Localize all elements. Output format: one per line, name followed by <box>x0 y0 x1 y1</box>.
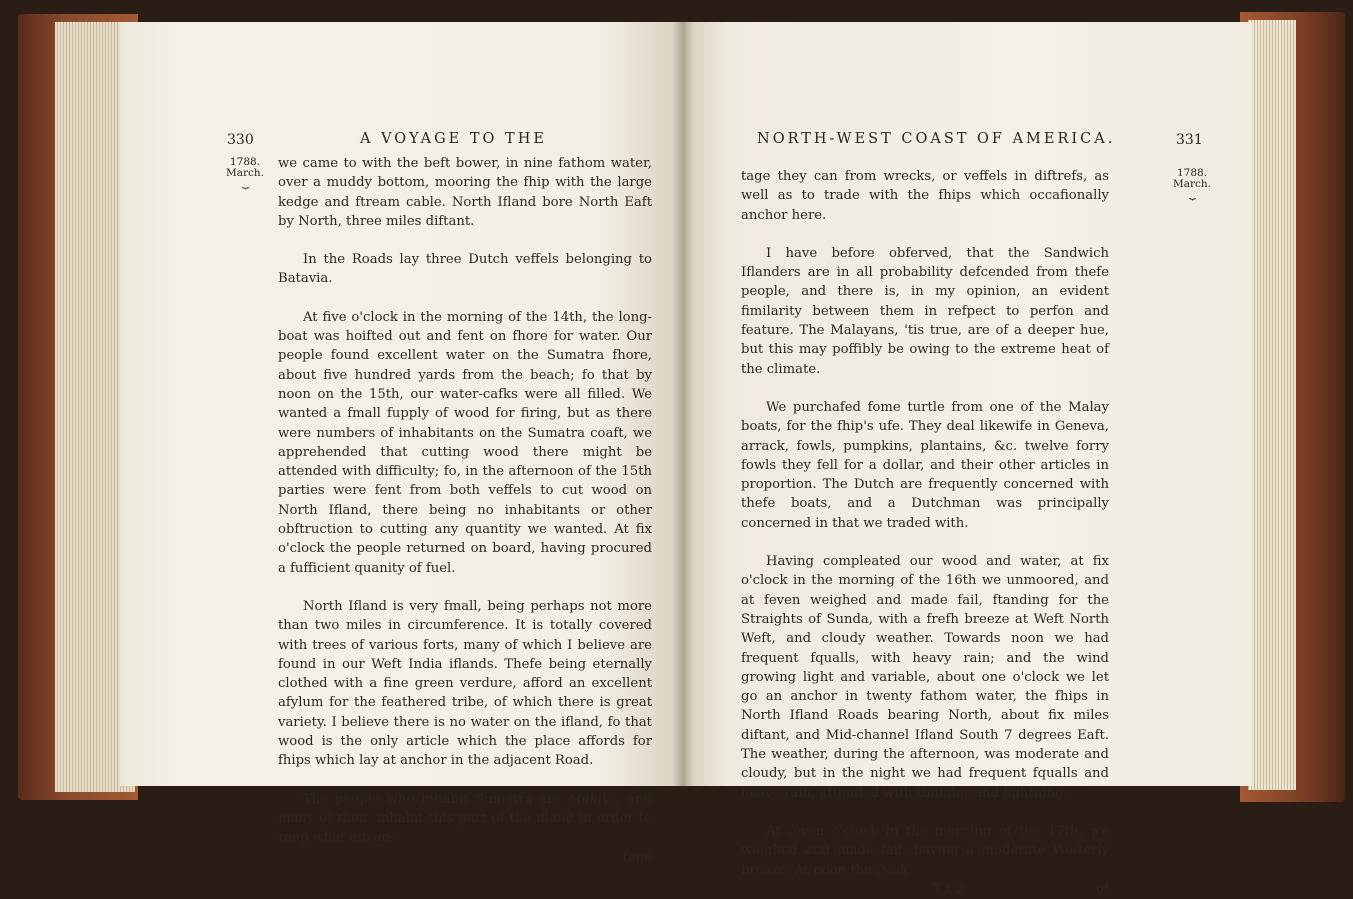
margin-year: 1788. <box>229 156 261 168</box>
paragraph: At feven o'clock in the morning of the 17th, we weighed and made fail, having a moderate Wefterly breeze. At noon the Peak <box>741 823 1109 878</box>
page-edges-right <box>1248 20 1296 790</box>
running-head: A VOYAGE TO THE <box>360 131 547 147</box>
paragraph: North Ifland is very fmall, being perhaps not more than two miles in circumference. It is totally covered with trees of various forts, many of which I believe are found in our Weft India iflands. Thefe being eternally clothed with a fine green verdure, afford an excellent afylum for the feathered tribe, of which there is great variety. I believe there is no water on the ifland, fo that wood is the only article which the place affords for fhips which lay at anchor in the adjacent Road. <box>278 598 652 769</box>
italic-word: Malays <box>568 791 617 807</box>
running-head: NORTH-WEST COAST OF AMERICA. <box>757 131 1116 147</box>
right-page-body <box>741 167 1109 899</box>
left-page-body <box>278 154 652 867</box>
right-page <box>682 22 1252 897</box>
margin-note <box>1173 168 1211 198</box>
paragraph: Having compleated our wood and water, at fix o'clock in the morning of the 16th we unmoored, and at feven weighed and made fail, ftanding for the Straights of Sunda, with a frefh breeze at Weft North Weft, and cloudy weather. Towards noon we had frequent fqualls, with heavy rain; and the wind growing light and variable, about one o'clock we let go an anchor in twenty fathom water, the fhips in North Ifland Roads bearing North, about fix miles diftant, and Mid-channel Ifland South 7 degrees Eaft. The weather, during the afternoon, was moderate and cloudy, but in the night we had frequent fqualls and heavy rain, attended with thunder and lightning. <box>741 554 1109 801</box>
left-page <box>120 22 682 865</box>
signature-line <box>741 880 1109 899</box>
margin-note <box>226 157 264 187</box>
catchword: of <box>1096 881 1109 897</box>
text-span: The people who inhabit Sumatra are <box>303 791 569 807</box>
paragraph: We purchafed fome turtle from one of the Malay boats, for the fhip's ufe. They deal likewife in Geneva, arrack, fowls, pumpkins, plantains, &c. twelve forry fowls they fell for a dollar, and their other articles in proportion. The Dutch are frequently concerned with thefe boats, and a Dutchman was principally concerned in that we traded with. <box>741 399 1109 531</box>
signature-mark: T t 2 <box>933 881 965 897</box>
text-span: , and many of them inhabit this part of the ifland in order to reap what advan- <box>278 791 652 846</box>
paragraph: tage they can from wrecks, or veffels in diftrefs, as well as to trade with the fhips which occafionally anchor here. <box>741 169 1109 223</box>
paragraph: we came to with the beft bower, in nine fathom water, over a muddy bottom, mooring the fhip with the large kedge and ftream cable. North Ifland bore North Eaft by North, three miles diftant. <box>278 156 652 229</box>
book-gutter <box>672 22 694 786</box>
brace-icon: ⏟ <box>1189 187 1195 200</box>
margin-month: March. <box>226 167 265 179</box>
margin-year: 1788. <box>1176 167 1208 179</box>
paragraph: I have before obferved, that the Sandwich Iflanders are in all probability defcended from thefe people, and there is, in my opinion, an evident fimilarity between them in refpect to perfon and feature. The Malayans, 'tis true, are of a deeper hue, but this may poffibly be owing to the extreme heat of the climate. <box>741 245 1109 377</box>
margin-month: March. <box>1173 178 1212 190</box>
page-number: 331 <box>1176 132 1203 148</box>
paragraph: In the Roads lay three Dutch veffels belonging to Batavia. <box>278 252 652 287</box>
brace-icon: ⏟ <box>242 176 248 189</box>
paragraph: At five o'clock in the morning of the 14th, the long-boat was hoifted out and fent on fhore for water. Our people found excellent water on the Sumatra fhore, about five hundred yards from the beach; fo that by noon on the 15th, our water-cafks were all filled. We wanted a fmall fupply of wood for firing, but as there were numbers of inhabitants on the Sumatra coaft, we apprehended that cutting wood there might be attended with difficulty; fo, in the afternoon of the 15th parties were fent from both veffels to cut wood on North Ifland, there being no inhabitants or other obftruction to cutting any quantity we wanted. At fix o'clock the people returned on board, having procured a fufficient quanity of fuel. <box>278 309 652 576</box>
page-number: 330 <box>227 132 254 148</box>
catchword: tage <box>622 849 652 865</box>
paragraph <box>278 790 652 848</box>
